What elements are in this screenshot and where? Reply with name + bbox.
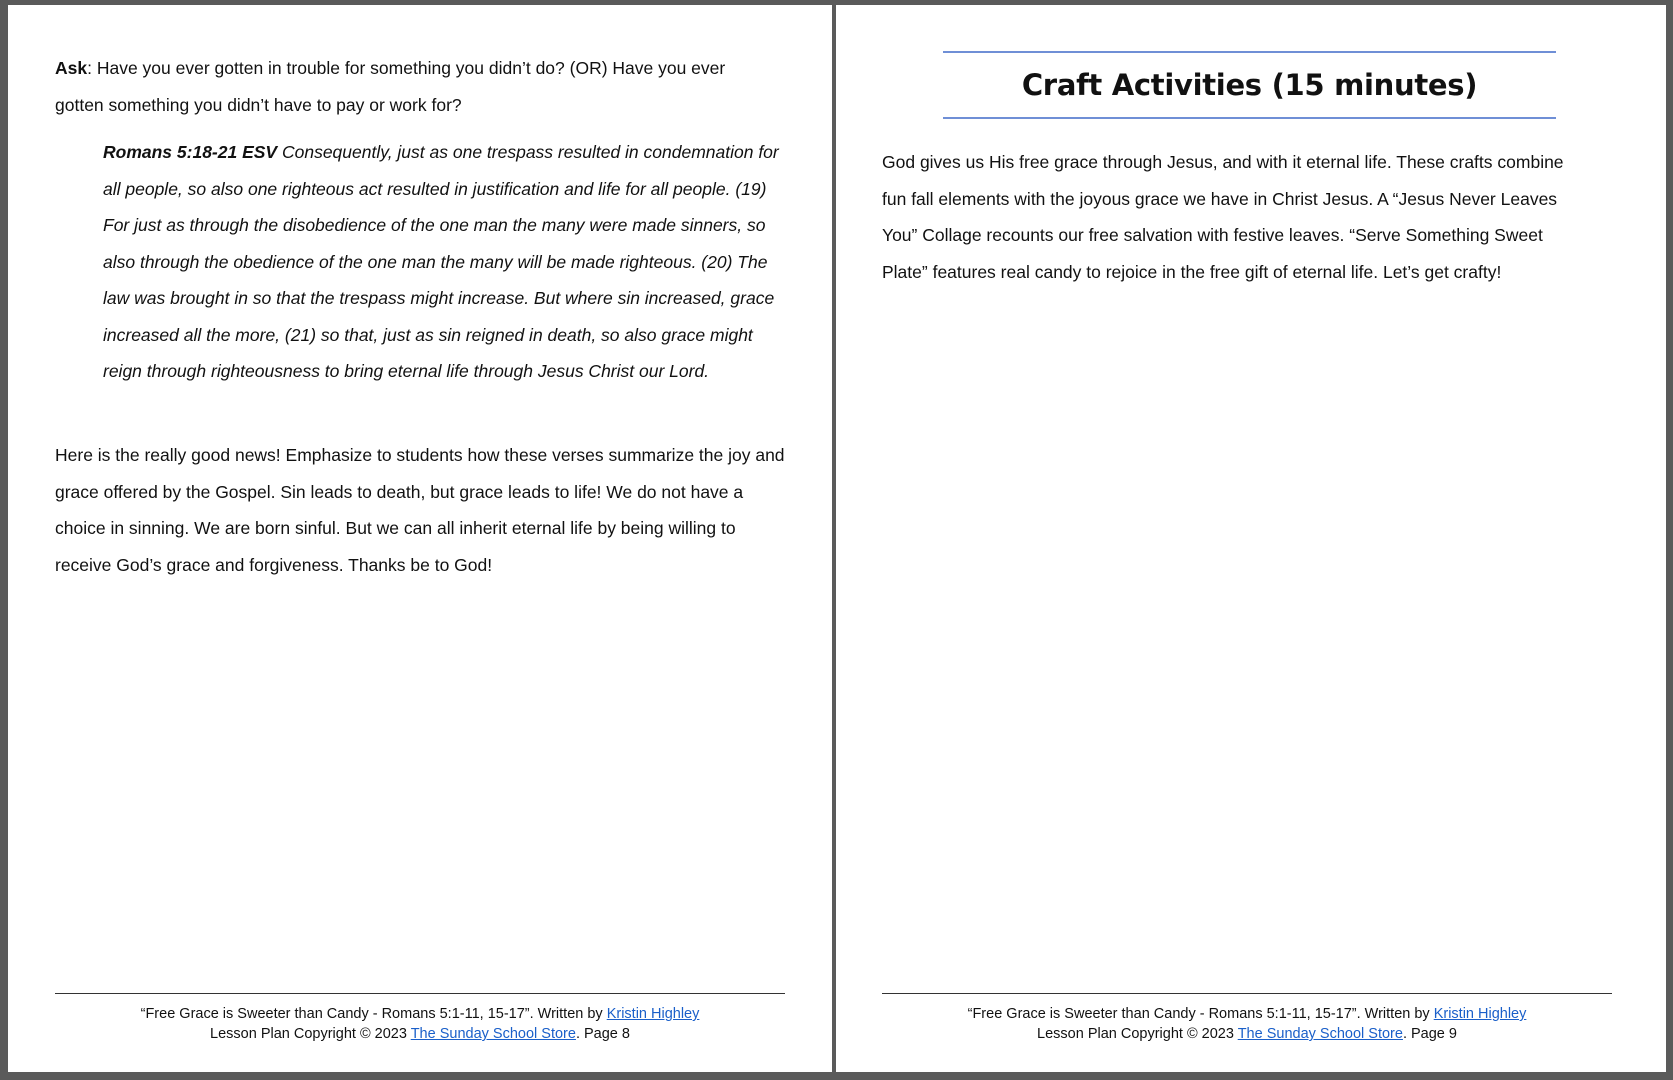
scripture-text: Consequently, just as one trespass resulted in condemnation for all people, so also one righteous act resulted in justification and life for all people. (19) For just as through the disobedience of the one man the many were made sinners, so also through the obedience of the one man the many will be made righteous. (20) The law was brought in so that the trespass might increase. But where sin increased, grace increased all the more, (21) so that, just as sin reigned in death, so also grace might reign through righteousness to bring eternal life through Jesus Christ our Lord. xyxy=(103,142,779,381)
footer-line-2 xyxy=(882,1024,1612,1044)
document-page-8 xyxy=(8,5,832,1072)
page-number-text: . Page 9 xyxy=(1402,1026,1457,1042)
author-link[interactable]: Kristin Highley xyxy=(606,1006,700,1022)
copyright-text: Lesson Plan Copyright © 2023 xyxy=(1037,1026,1238,1042)
section-heading-box xyxy=(943,51,1556,119)
scripture-quote xyxy=(103,134,793,390)
footer-title-text: “Free Grace is Sweeter than Candy - Romans 5:1-11, 15-17”. Written by xyxy=(967,1006,1434,1022)
footer-line-1 xyxy=(882,1004,1612,1024)
ask-paragraph xyxy=(55,50,775,123)
store-link[interactable]: The Sunday School Store xyxy=(1237,1026,1403,1042)
page-footer xyxy=(882,1004,1612,1044)
footer-divider xyxy=(55,993,785,994)
store-link[interactable]: The Sunday School Store xyxy=(410,1026,576,1042)
good-news-paragraph: Here is the really good news! Emphasize to students how these verses summarize the joy and grace offered by the Gospel. Sin leads to death, but grace leads to life! We do not have a choice in sinning. We are born sinful. But we can all inherit eternal life by being willing to receive God’s grace and forgiveness. Thanks be to God! xyxy=(55,445,785,575)
page-number-text: . Page 8 xyxy=(575,1026,630,1042)
footer-line-2 xyxy=(55,1024,785,1044)
crafts-intro-paragraph: God gives us His free grace through Jesus, and with it eternal life. These crafts combine fun fall elements with the joyous grace we have in Christ Jesus. A “Jesus Never Leaves You” Collage recounts our free salvation with festive leaves. “Serve Something Sweet Plate” features real candy to rejoice in the free gift of eternal life. Let’s get crafty! xyxy=(882,152,1564,282)
footer-title-text: “Free Grace is Sweeter than Candy - Romans 5:1-11, 15-17”. Written by xyxy=(140,1006,607,1022)
scripture-reference: Romans 5:18-21 ESV xyxy=(103,142,278,162)
page-footer xyxy=(55,1004,785,1044)
author-link[interactable]: Kristin Highley xyxy=(1433,1006,1527,1022)
copyright-text: Lesson Plan Copyright © 2023 xyxy=(210,1026,411,1042)
ask-label: Ask xyxy=(55,58,88,78)
footer-divider xyxy=(882,993,1612,994)
document-page-9 xyxy=(836,5,1666,1072)
section-heading: Craft Activities (15 minutes) xyxy=(1021,68,1478,102)
footer-line-1 xyxy=(55,1004,785,1024)
ask-question-text: : Have you ever gotten in trouble for something you didn’t do? (OR) Have you ever gotten something you didn’t have to pay or work for? xyxy=(55,58,726,115)
